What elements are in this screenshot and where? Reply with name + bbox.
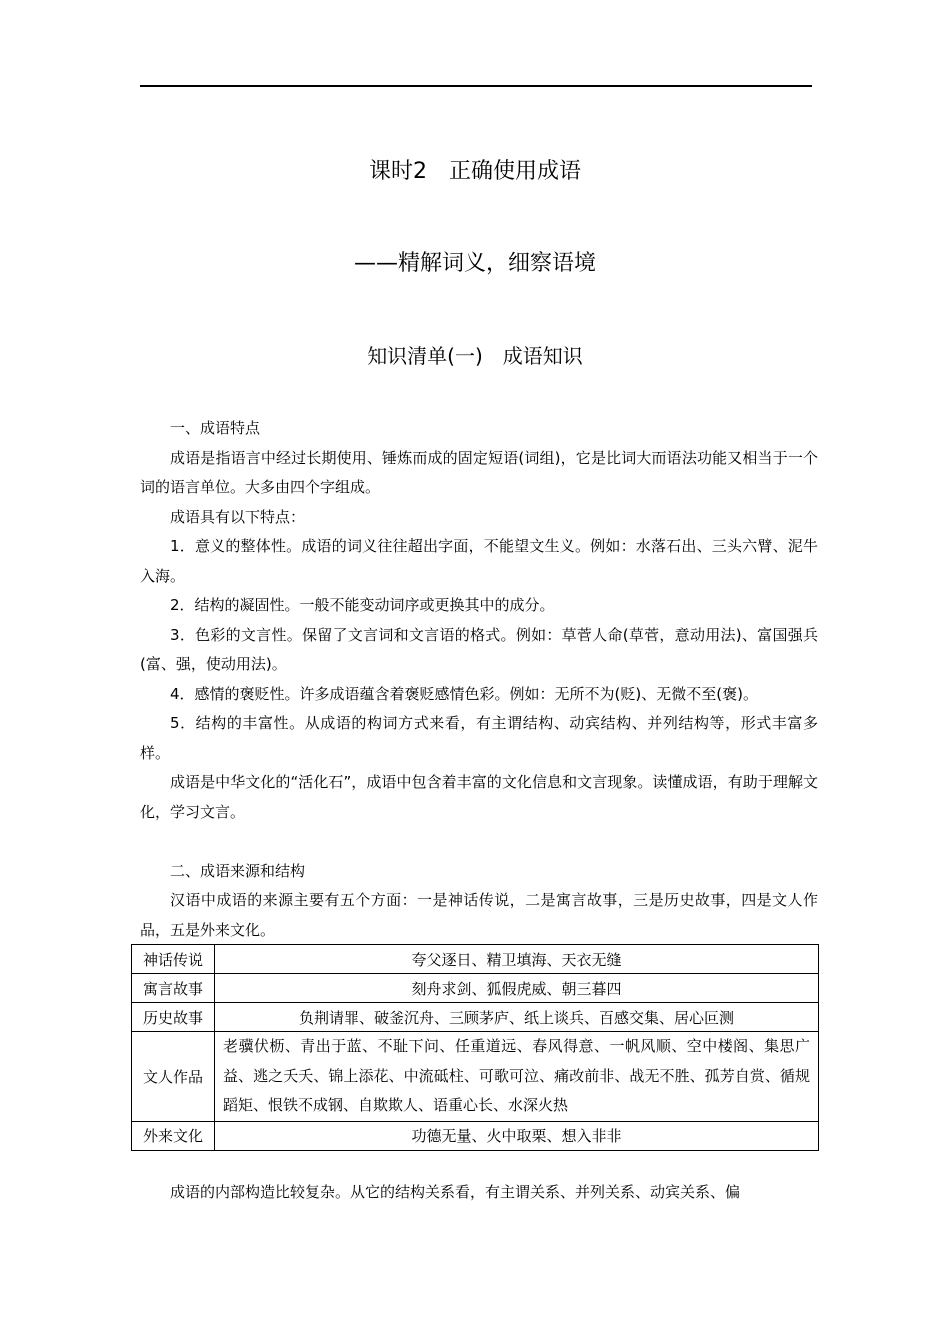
table-row [132, 945, 819, 974]
section-heading-2: 二、成语来源和结构 [170, 861, 306, 880]
table-row [132, 1003, 819, 1032]
table-cell-category: 神话传说 [132, 945, 215, 974]
table-cell-category: 历史故事 [132, 1003, 215, 1032]
paragraph: 成语具有以下特点： [170, 507, 306, 526]
page-title: 课时2 正确使用成语 [369, 159, 581, 184]
table-cell-examples: 负荆请罪、破釜沉舟、三顾茅庐、纸上谈兵、百感交集、居心叵测 [215, 1003, 819, 1032]
paragraph: 1．意义的整体性。成语的词义往往超出字面，不能望文生义。例如：水落石出、三头六臂、泥牛入海。 [140, 537, 818, 585]
paragraph: 汉语中成语的来源主要有五个方面：一是神话传说，二是寓言故事，三是历史故事，四是文人作品，五是外来文化。 [140, 891, 818, 939]
table-cell-examples: 夸父逐日、精卫填海、天衣无缝 [215, 945, 819, 974]
table-row [132, 1032, 819, 1122]
paragraph: 成语的内部构造比较复杂。从它的结构关系看，有主谓关系、并列关系、动宾关系、偏 [170, 1183, 741, 1201]
table-cell-category: 外来文化 [132, 1121, 215, 1150]
paragraph: 成语是指语言中经过长期使用、锤炼而成的固定短语(词组)，它是比词大而语法功能又相当于一个词的语言单位。大多由四个字组成。 [140, 448, 818, 496]
table-row [132, 1121, 819, 1150]
table-cell-examples: 功德无量、火中取栗、想入非非 [215, 1121, 819, 1150]
idiom-source-table [131, 944, 819, 1151]
table-row [132, 974, 819, 1003]
table-cell-category: 寓言故事 [132, 974, 215, 1003]
section-title: 知识清单(一) 成语知识 [367, 344, 583, 368]
main-content [140, 414, 818, 945]
paragraph: 5．结构的丰富性。从成语的构词方式来看，有主谓结构、动宾结构、并列结构等，形式丰富多样。 [140, 714, 818, 762]
table-cell-examples: 刻舟求剑、狐假虎威、朝三暮四 [215, 974, 819, 1003]
table-cell-examples: 老骥伏枥、青出于蓝、不耻下问、任重道远、春风得意、一帆风顺、空中楼阁、集思广益、逃之夭夭、锦上添花、中流砥柱、可歌可泣、痛改前非、战无不胜、孤芳自赏、循规蹈矩、恨铁不成钢、自欺欺人、语重心长、水深火热 [215, 1032, 819, 1122]
paragraph: 2．结构的凝固性。一般不能变动词序或更换其中的成分。 [170, 596, 555, 614]
paragraph: 3．色彩的文言性。保留了文言词和文言语的格式。例如：草菅人命(草菅，意动用法)、富国强兵(富、强，使动用法)。 [140, 625, 818, 673]
paragraph: 成语是中华文化的“活化石”，成语中包含着丰富的文化信息和文言现象。读懂成语，有助于理解文化，学习文言。 [140, 773, 818, 821]
paragraph: 4．感情的褒贬性。许多成语蕴含着褒贬感情色彩。例如：无所不为(贬)、无微不至(褒)。 [170, 684, 758, 703]
table-cell-category: 文人作品 [132, 1032, 215, 1122]
top-rule [140, 85, 812, 87]
page-subtitle: ——精解词义，细察语境 [353, 251, 596, 276]
section-heading-1: 一、成语特点 [170, 419, 261, 437]
